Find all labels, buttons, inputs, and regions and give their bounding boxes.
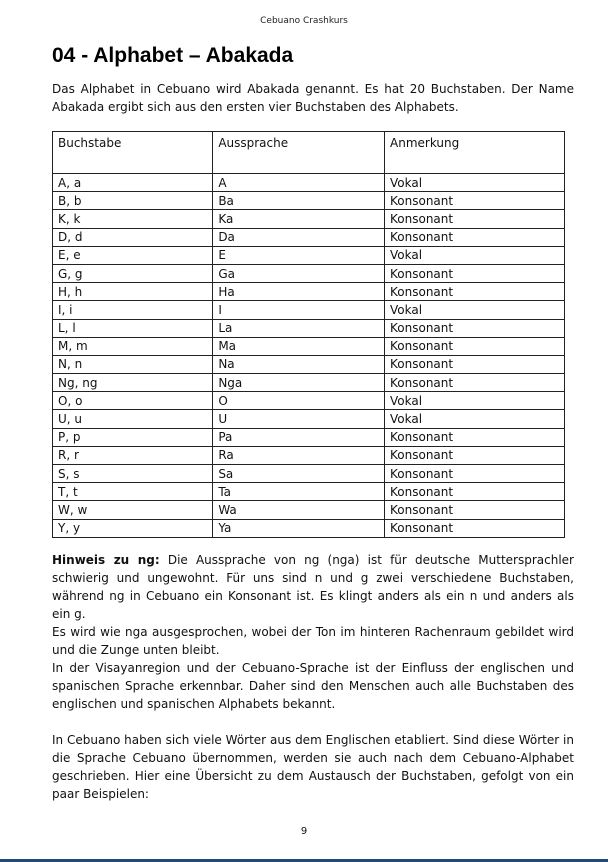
table-header-row	[53, 132, 565, 174]
table-row	[53, 465, 565, 483]
page-title: 04 - Alphabet – Abakada	[52, 44, 294, 67]
letter-cell: L, l	[53, 319, 213, 337]
note-cell: Konsonant	[385, 519, 565, 537]
note-cell: Konsonant	[385, 192, 565, 210]
pronunciation-cell: Ga	[213, 264, 385, 282]
influence-paragraph: In der Visayanregion und der Cebuano-Sprache ist der Einfluss der englischen und spanischen Sprache erkennbar. Daher sind den Menschen auch alle Buchstaben des englischen und spanischen Alphabets bekannt.	[52, 661, 574, 711]
pronunciation-cell: Nga	[213, 374, 385, 392]
letter-cell: R, r	[53, 446, 213, 464]
alphabet-table-body	[53, 174, 565, 538]
table-row	[53, 246, 565, 264]
note-cell: Konsonant	[385, 228, 565, 246]
table-row	[53, 301, 565, 319]
pronunciation-cell: O	[213, 392, 385, 410]
hint-paragraph	[52, 551, 574, 623]
notes-section	[52, 551, 574, 803]
column-header-note: Anmerkung	[385, 132, 565, 174]
note-cell: Konsonant	[385, 428, 565, 446]
alphabet-table	[52, 131, 565, 538]
pronunciation-cell: Ba	[213, 192, 385, 210]
note-cell: Konsonant	[385, 283, 565, 301]
letter-cell: H, h	[53, 283, 213, 301]
letter-cell: W, w	[53, 501, 213, 519]
pronunciation-cell: Ra	[213, 446, 385, 464]
letter-cell: M, m	[53, 337, 213, 355]
note-cell: Konsonant	[385, 264, 565, 282]
table-row	[53, 446, 565, 464]
pronunciation-cell: Pa	[213, 428, 385, 446]
table-row	[53, 319, 565, 337]
table-row	[53, 428, 565, 446]
loanwords-paragraph: In Cebuano haben sich viele Wörter aus dem Englischen etabliert. Sind diese Wörter in die Sprache Cebuano übernommen, werden sie auch nach dem Cebuano-Alphabet geschrieben. Hier eine Übersicht zu dem Austausch der Buchstaben, gefolgt von ein paar Beispielen:	[52, 733, 574, 801]
pronunciation-cell: Sa	[213, 465, 385, 483]
table-row	[53, 192, 565, 210]
table-row	[53, 392, 565, 410]
letter-cell: T, t	[53, 483, 213, 501]
table-row	[53, 501, 565, 519]
letter-cell: A, a	[53, 174, 213, 192]
table-row	[53, 264, 565, 282]
table-row	[53, 483, 565, 501]
table-row	[53, 410, 565, 428]
pronunciation-cell: Ka	[213, 210, 385, 228]
note-cell: Konsonant	[385, 210, 565, 228]
page-number: 9	[300, 826, 308, 837]
table-row	[53, 210, 565, 228]
table-row	[53, 519, 565, 537]
intro-paragraph: Das Alphabet in Cebuano wird Abakada genannt. Es hat 20 Buchstaben. Der Name Abakada ergibt sich aus den ersten vier Buchstaben des Alphabets.	[52, 82, 574, 114]
pronunciation-cell: Ma	[213, 337, 385, 355]
pronunciation-cell: La	[213, 319, 385, 337]
letter-cell: Ng, ng	[53, 374, 213, 392]
note-cell: Konsonant	[385, 355, 565, 373]
table-row	[53, 355, 565, 373]
pronunciation-cell: Ta	[213, 483, 385, 501]
letter-cell: Y, y	[53, 519, 213, 537]
pronunciation-cell: A	[213, 174, 385, 192]
running-header: Cebuano Crashkurs	[260, 16, 348, 26]
letter-cell: G, g	[53, 264, 213, 282]
pronunciation-cell: U	[213, 410, 385, 428]
letter-cell: E, e	[53, 246, 213, 264]
note-cell: Konsonant	[385, 319, 565, 337]
note-cell: Konsonant	[385, 465, 565, 483]
letter-cell: D, d	[53, 228, 213, 246]
letter-cell: U, u	[53, 410, 213, 428]
letter-cell: N, n	[53, 355, 213, 373]
pronunciation-cell: E	[213, 246, 385, 264]
hint-label: Hinweis zu ng:	[52, 553, 160, 567]
note-cell: Konsonant	[385, 337, 565, 355]
table-row	[53, 174, 565, 192]
note-cell: Konsonant	[385, 374, 565, 392]
note-cell: Vokal	[385, 410, 565, 428]
pronunciation-cell: Ha	[213, 283, 385, 301]
note-cell: Vokal	[385, 301, 565, 319]
note-cell: Vokal	[385, 246, 565, 264]
letter-cell: P, p	[53, 428, 213, 446]
letter-cell: S, s	[53, 465, 213, 483]
note-cell: Konsonant	[385, 446, 565, 464]
note-cell: Konsonant	[385, 501, 565, 519]
letter-cell: I, i	[53, 301, 213, 319]
pronunciation-cell: Wa	[213, 501, 385, 519]
hint-text: Die Aussprache von ng (nga) ist für deutsche Muttersprachler schwierig und ungewohnt. Für uns sind n und g zwei verschiedene Buchstaben, während ng in Cebuano ein Konsonant ist. Es klingt anders als ein n und anders als ein g.	[52, 553, 574, 621]
table-row	[53, 337, 565, 355]
pronunciation-cell: I	[213, 301, 385, 319]
table-row	[53, 374, 565, 392]
column-header-letter: Buchstabe	[53, 132, 213, 174]
table-row	[53, 228, 565, 246]
note-cell: Vokal	[385, 174, 565, 192]
pronunciation-paragraph: Es wird wie nga ausgesprochen, wobei der Ton im hinteren Rachenraum gebildet wird und die Zunge unten bleibt.	[52, 625, 574, 657]
letter-cell: K, k	[53, 210, 213, 228]
pronunciation-cell: Ya	[213, 519, 385, 537]
letter-cell: O, o	[53, 392, 213, 410]
pronunciation-cell: Na	[213, 355, 385, 373]
note-cell: Vokal	[385, 392, 565, 410]
column-header-pronunciation: Aussprache	[213, 132, 385, 174]
note-cell: Konsonant	[385, 483, 565, 501]
pronunciation-cell: Da	[213, 228, 385, 246]
letter-cell: B, b	[53, 192, 213, 210]
table-row	[53, 283, 565, 301]
